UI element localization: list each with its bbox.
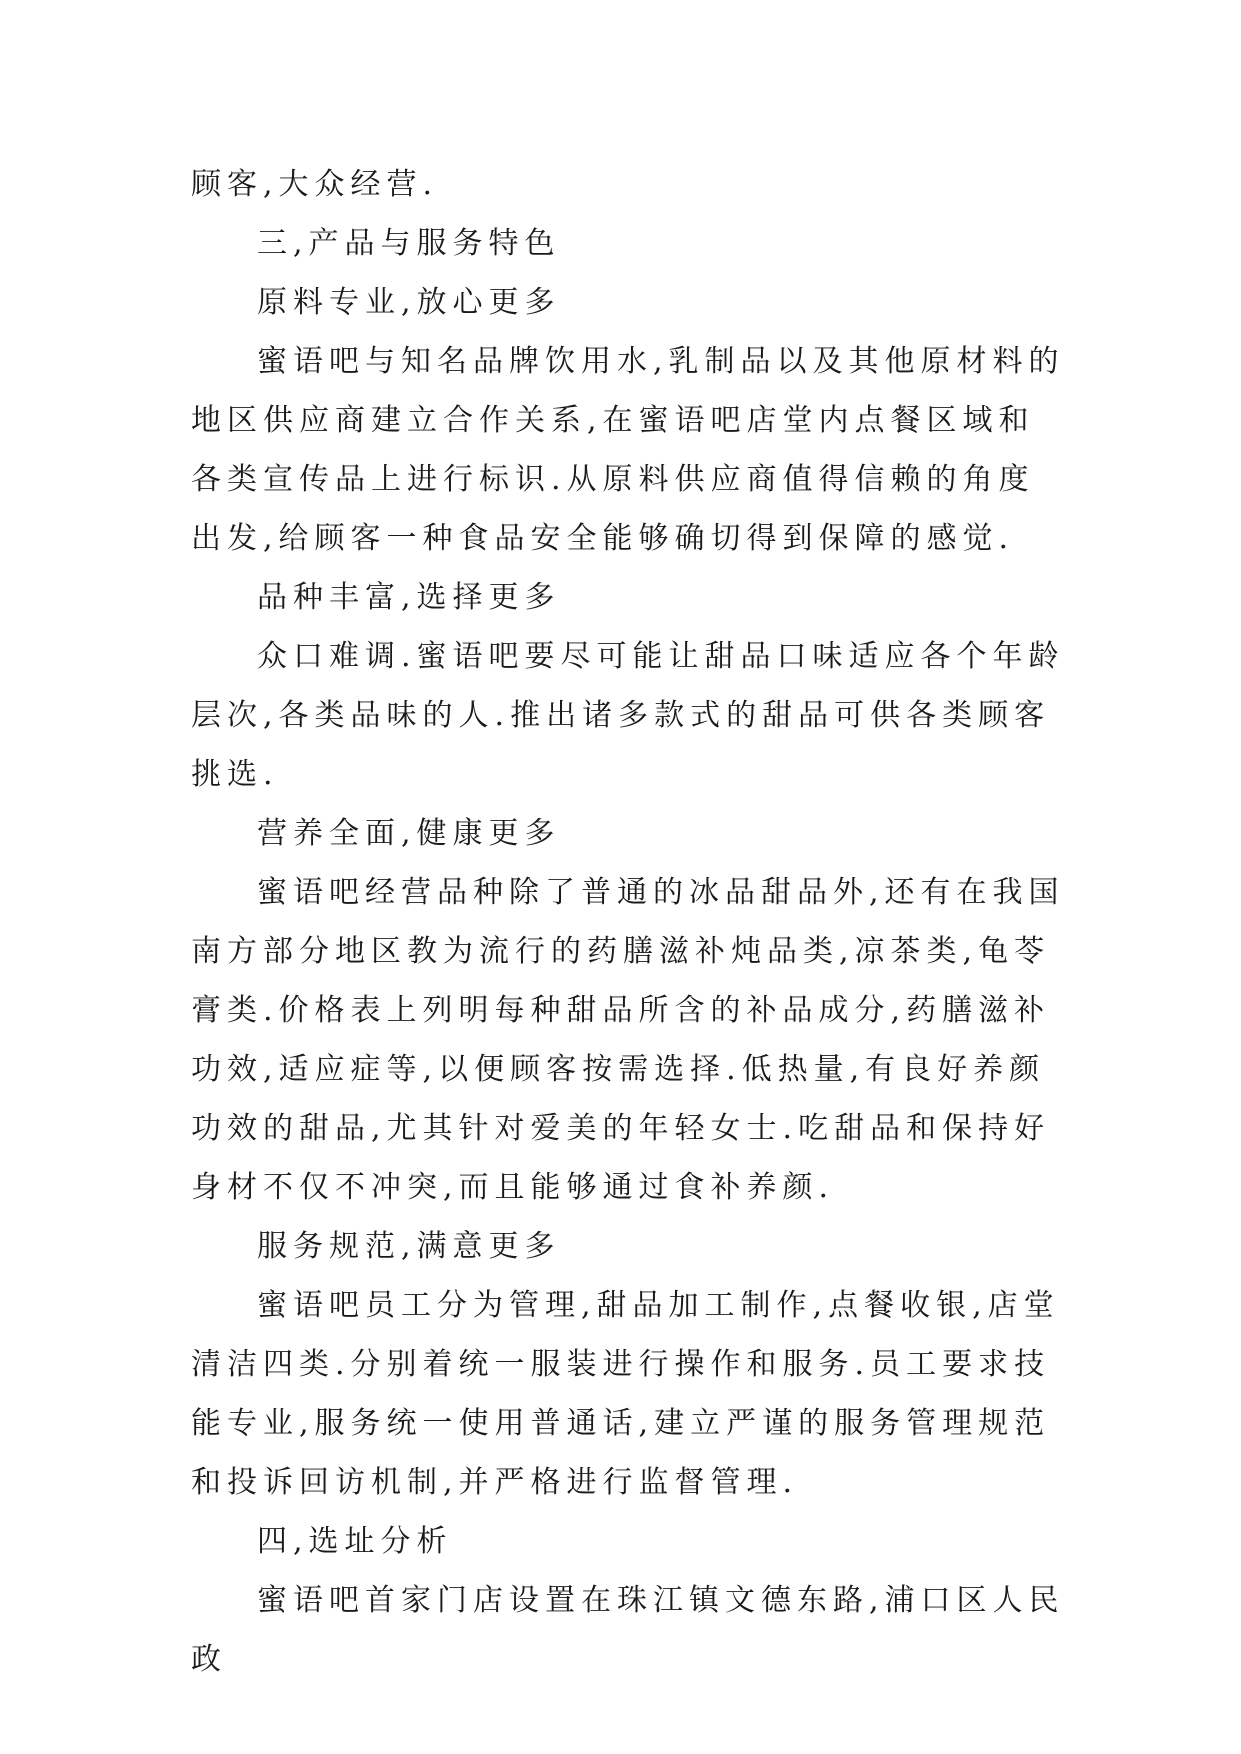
paragraph-location: 蜜语吧首家门店设置在珠江镇文德东路,浦口区人民政 <box>191 1583 1065 1677</box>
subheading-variety: 品种丰富,选择更多 <box>257 580 561 615</box>
paragraph-service: 蜜语吧员工分为管理,甜品加工制作,点餐收银,店堂清洁四类.分别着统一服装进行操作和服务.员工要求技能专业,服务统一使用普通话,建立严谨的服务管理规范和投诉回访机制,并严格进行监督管理. <box>191 1288 1060 1500</box>
subheading-nutrition: 营养全面,健康更多 <box>257 816 561 851</box>
section-heading-products-services: 三,产品与服务特色 <box>257 226 561 261</box>
subheading-ingredients: 原料专业,放心更多 <box>257 285 561 320</box>
document-body <box>191 155 1069 1689</box>
paragraph-continuation: 顾客,大众经营. <box>191 167 439 202</box>
paragraph-variety: 众口难调.蜜语吧要尽可能让甜品口味适应各个年龄层次,各类品味的人.推出诸多款式的甜品可供各类顾客挑选. <box>191 639 1065 792</box>
paragraph-ingredients: 蜜语吧与知名品牌饮用水,乳制品以及其他原材料的地区供应商建立合作关系,在蜜语吧店堂内点餐区域和各类宣传品上进行标识.从原料供应商值得信赖的角度出发,给顾客一种食品安全能够确切得到保障的感觉. <box>191 344 1065 556</box>
subheading-service: 服务规范,满意更多 <box>257 1229 561 1264</box>
section-heading-location: 四,选址分析 <box>257 1524 453 1559</box>
paragraph-nutrition: 蜜语吧经营品种除了普通的冰品甜品外,还有在我国南方部分地区教为流行的药膳滋补炖品类,凉茶类,龟苓膏类.价格表上列明每种甜品所含的补品成分,药膳滋补功效,适应症等,以便顾客按需选择.低热量,有良好养颜功效的甜品,尤其针对爱美的年轻女士.吃甜品和保持好身材不仅不冲突,而且能够通过食补养颜. <box>191 875 1065 1205</box>
